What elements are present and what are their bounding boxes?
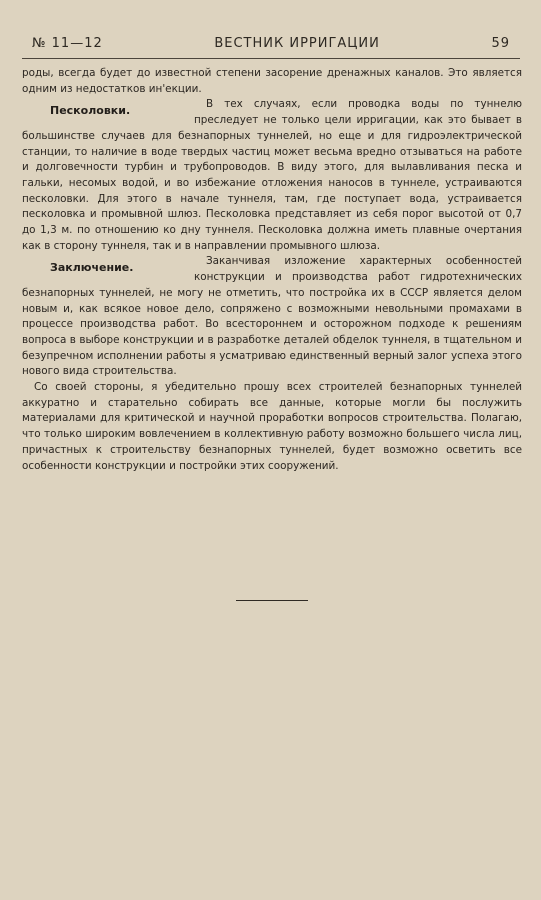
section-heading-sand-traps: Песколовки. [50,104,131,118]
closing-paragraph: Со своей стороны, я убедительно прошу всех строителей безнапорных туннелей аккуратно и старательно собирать все данные, которые могли бы послужить материалами для критической и научной проработки вопросов строительства. Полагаю, что только широким вовлечением в коллективную работу возможно большего числа лиц, причастных к строительству безнапорных туннелей, будет возможно осветить все особенности конструкции и постройки этих сооружений. [22,381,522,472]
end-of-article-rule [236,600,308,601]
section-text-conclusion: Заканчивая изложение характерных особенностей конструкции и производства работ гидротехнических безнапорных туннелей, не могу не отметить, что постройка их в СССР является делом новым и, как всякое новое дело, сопряжено с возможными невольными промахами в процессе производства работ. Во всестороннем и осторожном подходе к решениям вопроса в выборе конструкции и в разработке деталей обделок туннеля, в тщательном и безупречном исполнении работы я усматриваю единственный верный залог успеха этого нового вида строительства. [22,255,522,378]
section-text-sand-traps: В тех случаях, если проводка воды по туннелю преследует не только цели ирригации, как это бывает в большинстве случаев для безнапорных туннелей, но еще и для гидроэлектрической станции, то наличие в воде твердых частиц может весьма вредно отзываться на работе и долговечности турбин и трубопроводов. В виду этого, для вылавливания песка и гальки, несомых водой, и во избежание отложения наносов в туннеле, устраиваются песколовки. Для этого в начале туннеля, там, где поступает вода, устраивается песколовка и промывной шлюз. Песколовка представляет из себя порог высотой от 0,7 до 1,3 м. по отношению ко дну туннеля. Песколовка должна иметь плавные очертания как в сторону туннеля, так и в направлении промывного шлюза. [22,98,522,252]
section-conclusion [22,254,522,380]
page-number: 59 [491,36,510,51]
intro-paragraph: роды, всегда будет до известной степени засорение дренажных каналов. Это является одним из недостатков ин'екции. [22,67,522,95]
section-heading-conclusion: Заключение. [50,261,134,275]
running-header [32,36,510,51]
article-body [22,66,522,474]
section-sand-traps [22,97,522,254]
issue-number: № 11—12 [32,36,103,51]
header-rule [22,58,520,59]
journal-title: ВЕСТНИК ИРРИГАЦИИ [214,36,380,51]
